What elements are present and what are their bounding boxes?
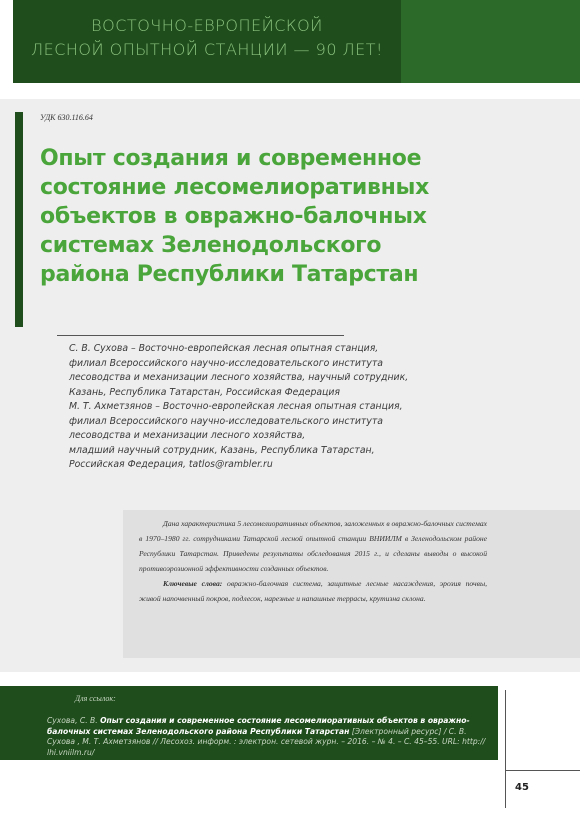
header-line-1: ВОСТОЧНО-ЕВРОПЕЙСКОЙ — [91, 16, 323, 35]
header-title — [13, 14, 401, 62]
citation-details: [Электронный ресурс] / С. В. Сухова , М. Т. Ахметзянов // Лесохоз. информ. : электрон. сетевой журн. – 2016. – № 4. – С. 45–55. URL: http:// lhi.vniilm.ru/ — [47, 726, 486, 757]
title-divider — [57, 335, 344, 336]
authors-block — [69, 342, 449, 473]
header-line-2: ЛЕСНОЙ ОПЫТНОЙ СТАНЦИИ — 90 ЛЕТ! — [31, 40, 383, 59]
keywords-text: овражно-балочная система, защитные лесные насаждения, эрозия почвы, живой напочвенный покров, подлесок, нарезные и напашные террасы, крутизна склона. — [139, 579, 487, 603]
udk-code: УДК 630.116.64 — [40, 113, 93, 122]
page-number-horizontal-rule — [505, 770, 580, 771]
keywords-label: Ключевые слова: — [163, 579, 223, 588]
abstract-text: Дана характеристика 5 лесомелиоративных объектов, заложенных в овражно-балочных системах в 1970–1980 гг. сотрудниками Татарской лесной опытной станции ВНИИЛМ в Зеленодольском районе Республики Татарстан. Приведены результаты обследования 2015 г., и сделаны выводы о высокой противоэрозионной эффективности созданных объектов. — [139, 519, 487, 573]
citation-text — [47, 716, 492, 758]
abstract-block — [139, 516, 487, 606]
page-number: 45 — [515, 782, 529, 793]
citation-title: Опыт создания и современное состояние лесомелиоративных объектов в овражно-балочных системах Зеленодольского района Республики Татарстан — [47, 716, 470, 736]
citation-authors: Сухова, С. В. — [47, 716, 101, 725]
article-title: Опыт создания и современное состояние лесомелиоративных объектов в овражно-балочных системах Зеленодольского района Республики Татарстан — [40, 146, 429, 287]
header-stripe — [401, 0, 580, 83]
page-number-vertical-rule — [505, 690, 506, 808]
title-accent-bar — [15, 112, 23, 327]
keywords-paragraph — [139, 576, 487, 606]
author-2: М. Т. Ахметзянов – Восточно-европейская лесная опытная станция, филиал Всероссийского научно-исследовательского института лесоводства и механизации лесного хозяйства, младший научный сотрудник, Казань, Республика Татарстан, Российская Федерация, tatlos@rambler.ru — [69, 401, 403, 470]
background-gap — [0, 672, 580, 686]
citation-label: Для ссылок: — [75, 694, 116, 703]
author-1: С. В. Сухова – Восточно-европейская лесная опытная станция, филиал Всероссийского научно-исследовательского института лесоводства и механизации лесного хозяйства, научный сотрудник, Казань, Республика Татарстан, Российская Федерация — [69, 343, 409, 398]
